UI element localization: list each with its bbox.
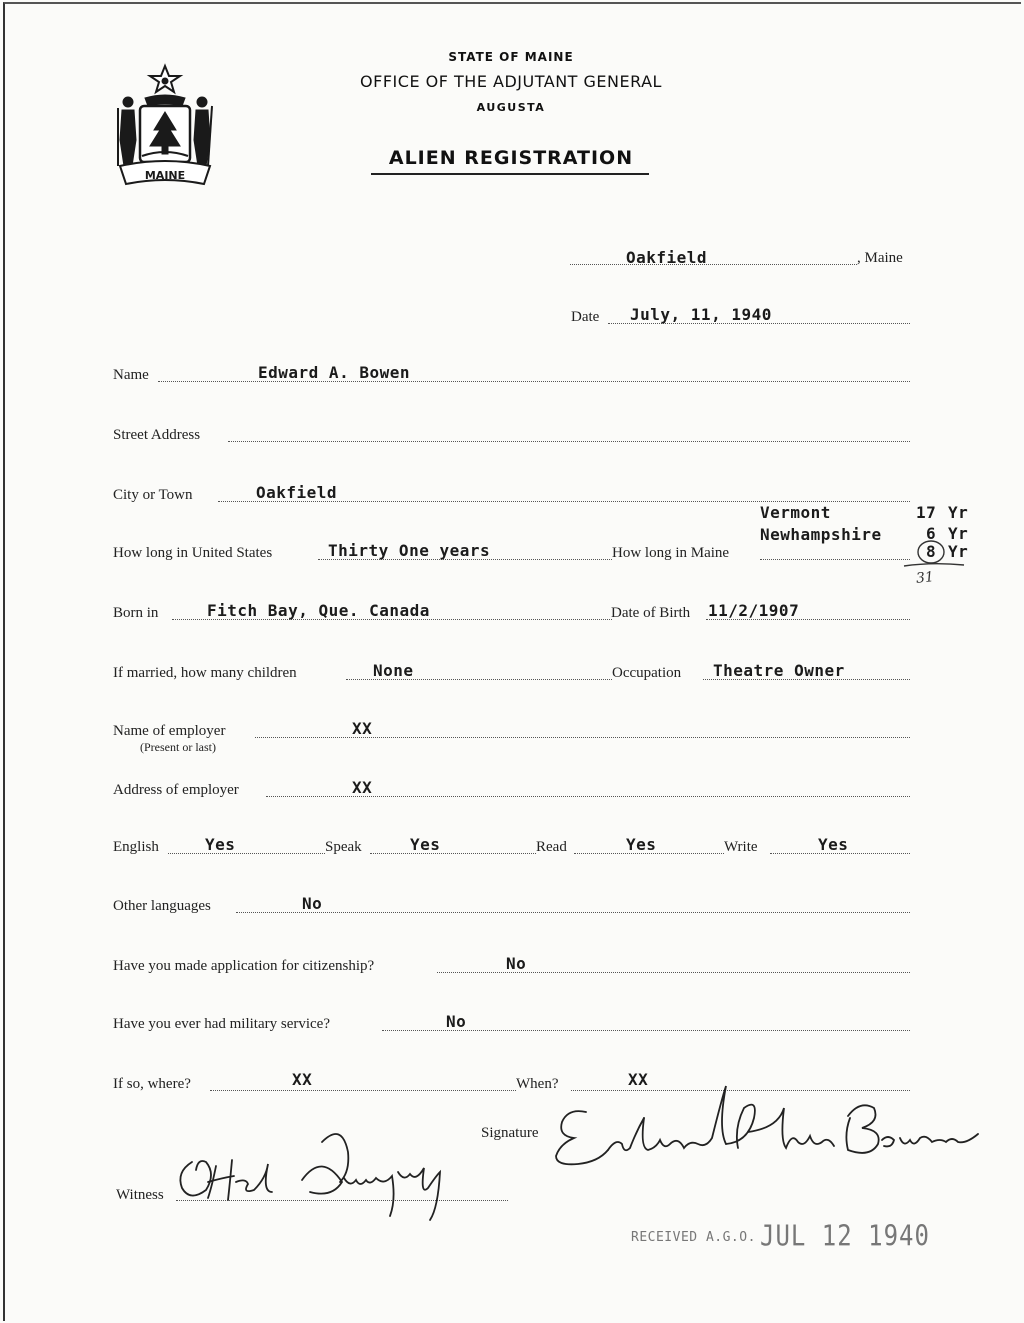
prior-unit-2: Yr [948,524,969,543]
received-stamp: RECEIVED A.G.O. [631,1230,756,1245]
speak-value[interactable]: Yes [410,835,441,854]
other-languages-label: Other languages [113,898,211,914]
date-label: Date [571,309,600,325]
header-office: OFFICE OF THE ADJUTANT GENERAL [360,72,662,91]
employer-name-value[interactable]: XX [352,719,373,738]
prior-years-2: 6 [926,524,937,543]
prior-state-1: Vermont [760,503,831,522]
name-label: Name [113,367,149,383]
witness-label: Witness [116,1187,164,1203]
prior-unit-1: Yr [948,503,969,522]
header-state: STATE OF MAINE [448,50,574,64]
title-underline [371,173,649,175]
prior-years-1: 17 [916,503,937,522]
born-in-value[interactable]: Fitch Bay, Que. Canada [207,601,430,620]
name-value[interactable]: Edward A. Bowen [258,363,410,382]
employer-address-label: Address of employer [113,782,239,798]
speak-label: Speak [325,839,362,855]
when-value[interactable]: XX [628,1070,649,1089]
maine-state-seal-icon [110,62,220,190]
military-value[interactable]: No [446,1012,467,1031]
header-city: AUGUSTA [476,101,546,114]
street-address-label: Street Address [113,427,201,443]
maine-years[interactable]: 8 [926,542,937,561]
us-duration-value[interactable]: Thirty One years [328,541,491,560]
military-label: Have you ever had military service? [113,1016,330,1032]
english-value[interactable]: Yes [205,835,236,854]
prior-state-2: Newhampshire [760,525,882,544]
place-value[interactable]: Oakfield [626,248,708,267]
occupation-label: Occupation [612,665,682,681]
where-label: If so, where? [113,1076,191,1092]
us-duration-label: How long in United States [113,545,273,561]
born-in-label: Born in [113,605,159,621]
employer-name-sublabel: (Present or last) [140,740,216,754]
citizenship-label: Have you made application for citizenship? [113,958,375,974]
other-languages-value[interactable]: No [302,894,323,913]
when-label: When? [516,1076,559,1092]
occupation-value[interactable]: Theatre Owner [713,661,845,680]
where-value[interactable]: XX [292,1070,313,1089]
years-total: 31 [915,569,935,587]
city-label: City or Town [113,487,193,503]
children-value[interactable]: None [373,661,414,680]
received-stamp-date: JUL 12 1940 [760,1219,930,1253]
write-label: Write [724,839,758,855]
maine-duration-label: How long in Maine [612,545,730,561]
page-border [3,2,1021,1321]
read-value[interactable]: Yes [626,835,657,854]
date-value[interactable]: July, 11, 1940 [630,305,772,324]
signature-label: Signature [481,1125,539,1141]
city-value[interactable]: Oakfield [256,483,338,502]
seal-text: MAINE [144,169,186,182]
maine-unit: Yr [948,542,969,561]
place-suffix: , Maine [857,250,903,266]
read-label: Read [536,839,567,855]
write-value[interactable]: Yes [818,835,849,854]
dob-label: Date of Birth [611,605,691,621]
english-label: English [113,839,159,855]
citizenship-value[interactable]: No [506,954,527,973]
employer-name-label: Name of employer [113,723,226,739]
form-title: ALIEN REGISTRATION [388,147,634,169]
employer-address-value[interactable]: XX [352,778,373,797]
dob-value[interactable]: 11/2/1907 [708,601,800,620]
children-label: If married, how many children [113,665,297,681]
